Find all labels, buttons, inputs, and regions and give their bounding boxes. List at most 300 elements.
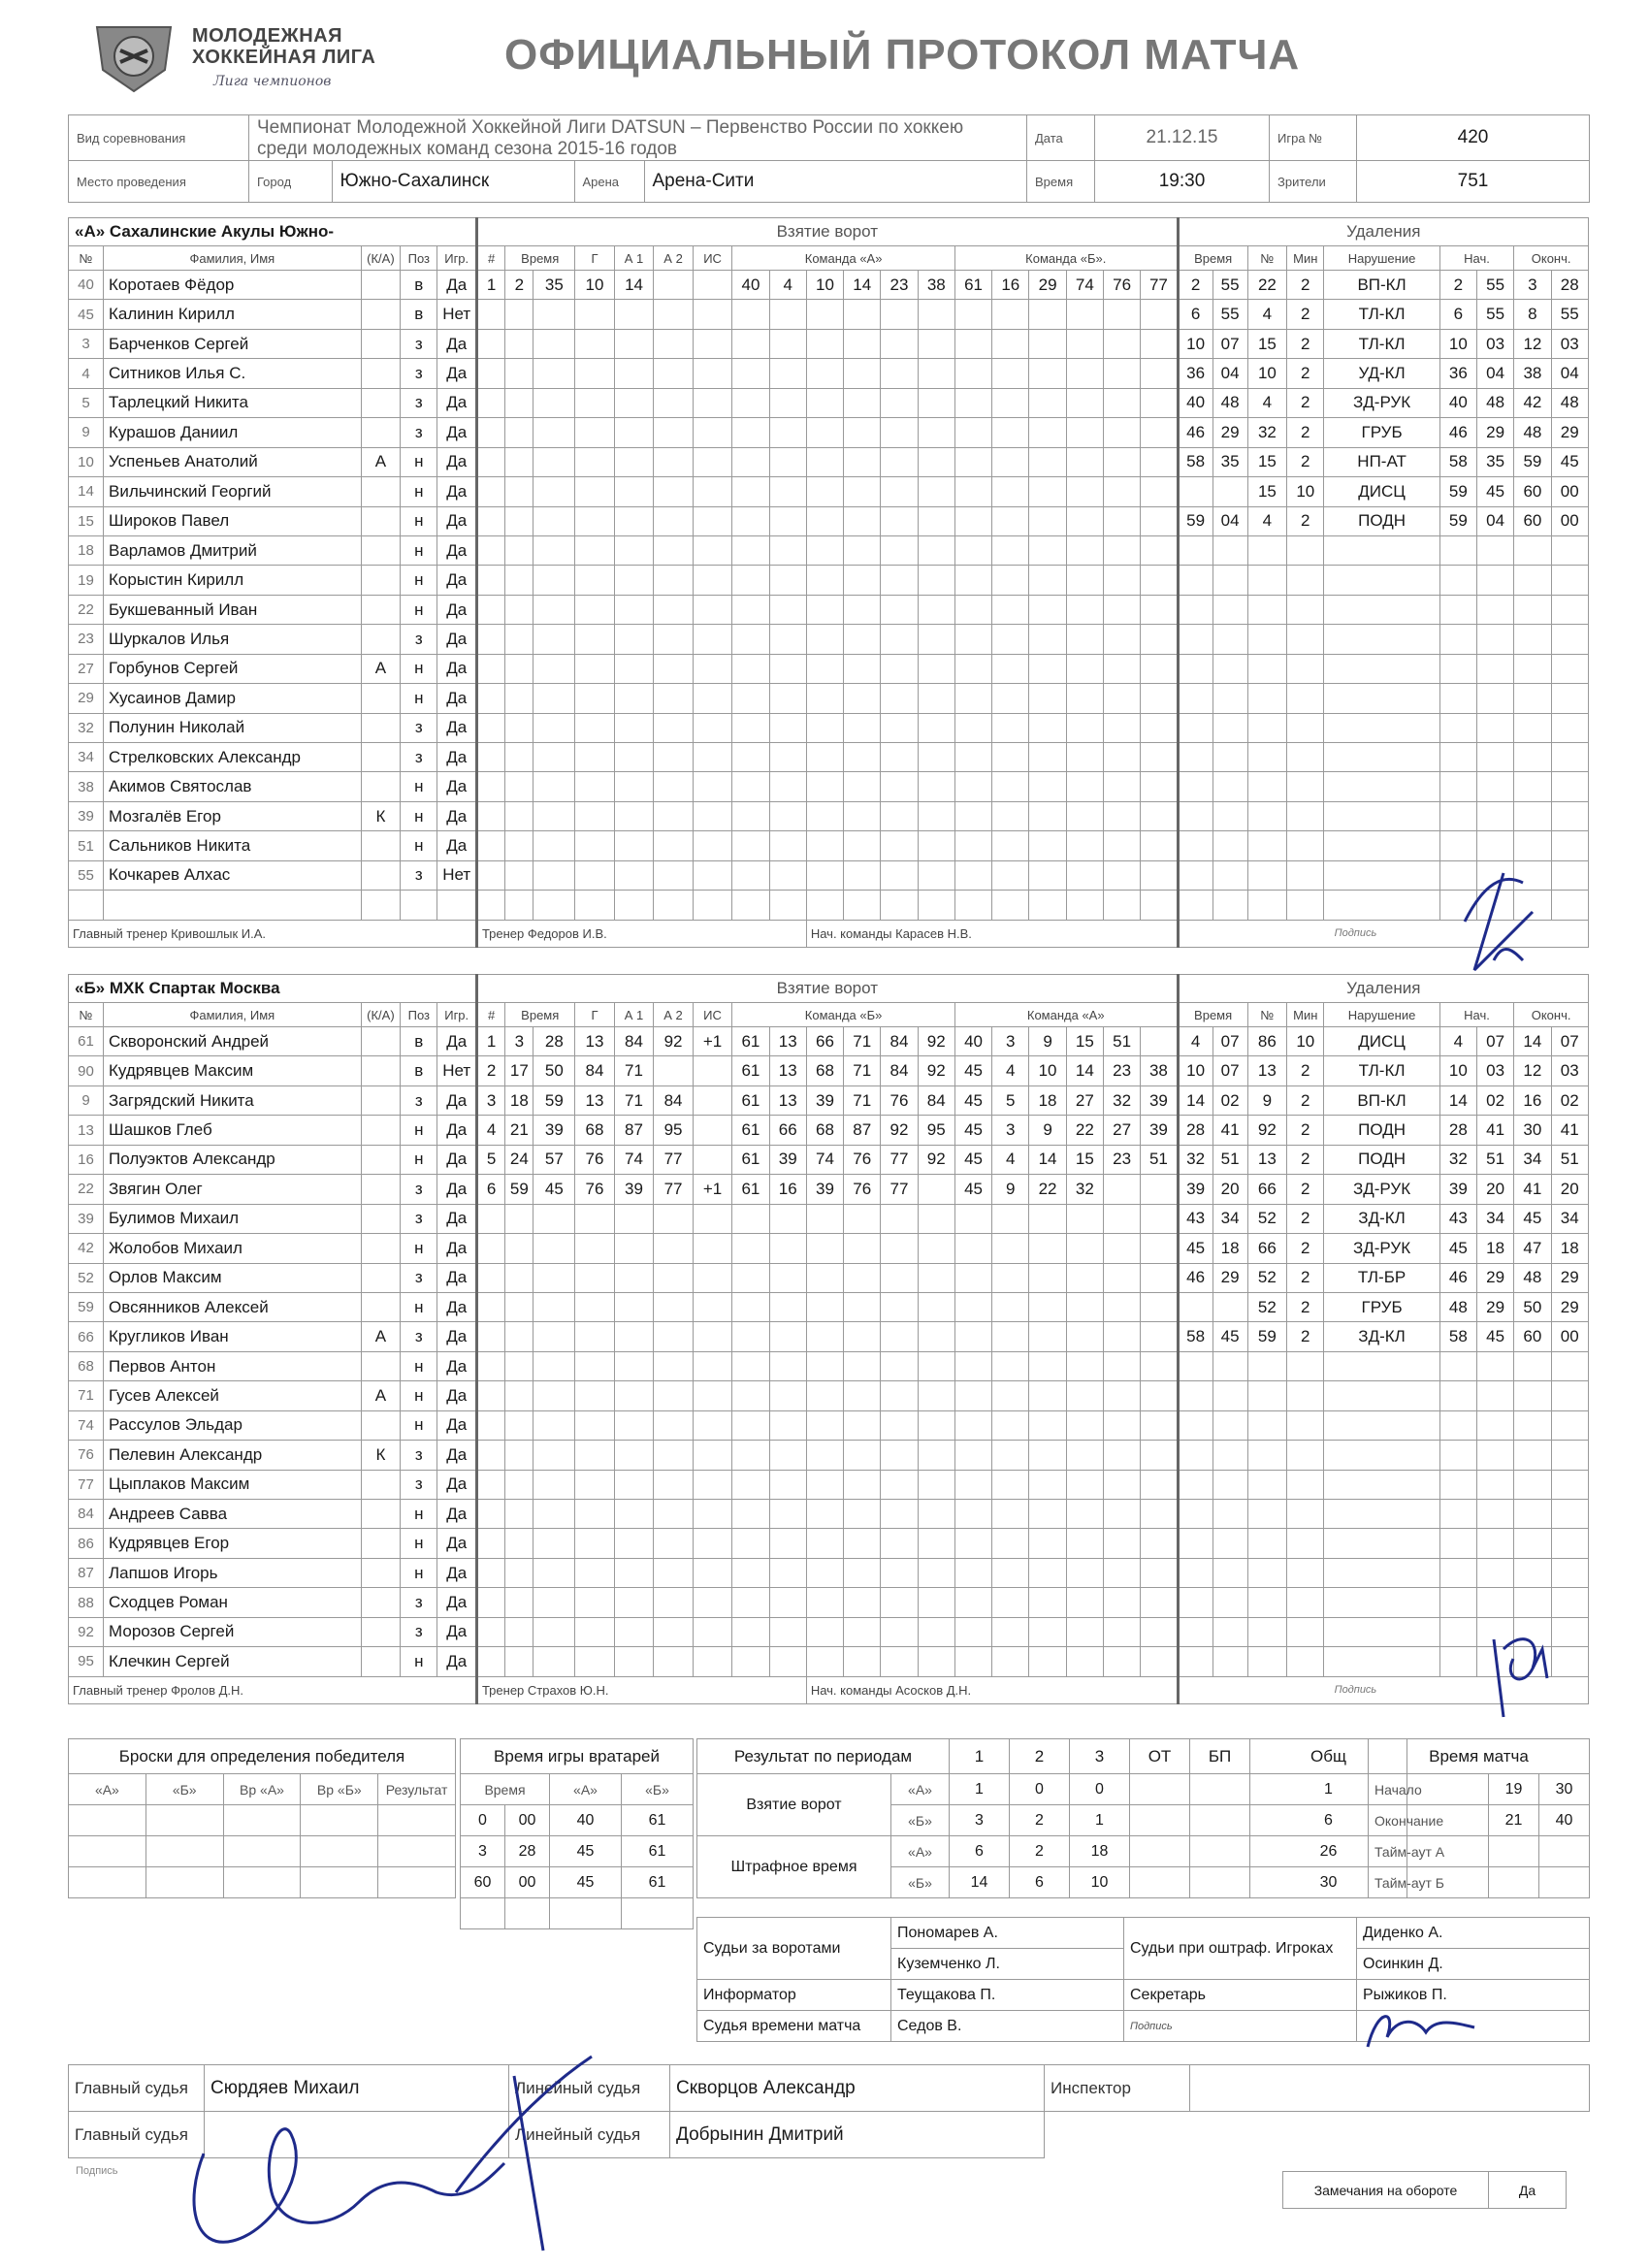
penalty-cell	[1514, 1500, 1551, 1529]
time-label: Время	[1027, 161, 1095, 203]
goal-scorer: 84	[575, 1056, 615, 1085]
goal-onice-opp: 45	[954, 1175, 991, 1204]
goal-cell	[476, 713, 504, 742]
arena-label: Арена	[574, 161, 644, 202]
penalty-cell	[1551, 1441, 1589, 1470]
goal-cell	[476, 625, 504, 654]
penalty-cell	[1439, 1558, 1476, 1587]
penalty-cell	[1287, 772, 1324, 801]
penalty-cell	[1439, 831, 1476, 860]
goal-cell	[769, 1617, 806, 1646]
penalty-start-sec: 03	[1477, 329, 1514, 358]
player-number: 74	[69, 1410, 104, 1440]
penalty-cell	[1324, 1529, 1439, 1558]
goal-cell	[954, 801, 991, 830]
goal-cell	[844, 1470, 881, 1499]
goal-cell	[534, 1410, 575, 1440]
goalie-team-b: 61	[622, 1867, 694, 1898]
goal-number: 6	[476, 1175, 504, 1204]
goal-onice-opp	[1141, 1175, 1178, 1204]
goals-a-total: 1	[1250, 1774, 1407, 1805]
penalty-cell	[1514, 1410, 1551, 1440]
goal-cell	[769, 535, 806, 565]
linesman-label: Линейный судья	[509, 2065, 670, 2112]
goal-cell	[1066, 359, 1103, 388]
player-position: з	[401, 329, 437, 358]
penalty-cell	[1551, 831, 1588, 860]
player-position: н	[401, 595, 437, 624]
penalty-start-sec: 18	[1476, 1234, 1513, 1263]
goal-cell	[505, 1500, 534, 1529]
player-name: Скворонский Андрей	[104, 1027, 362, 1056]
period-ot-label: ОТ	[1130, 1739, 1190, 1774]
goal-cell	[918, 1322, 954, 1351]
penalty-cell	[1476, 1441, 1513, 1470]
goal-cell	[693, 713, 732, 742]
penalty-cell	[1551, 566, 1588, 595]
goal-cell	[918, 713, 954, 742]
goal-cell	[732, 595, 769, 624]
goal-assist-2: 77	[654, 1145, 694, 1174]
goal-cell	[1141, 1588, 1178, 1617]
goal-cell	[881, 1588, 918, 1617]
penalty-end-min: 8	[1514, 300, 1551, 329]
penalty-minute	[1178, 1292, 1212, 1321]
goal-cell	[806, 713, 843, 742]
goal-cell	[732, 506, 769, 535]
goal-cell	[918, 566, 954, 595]
goal-cell	[476, 1381, 504, 1410]
goalie-change-second: 00	[505, 1805, 550, 1836]
goal-cell	[534, 831, 575, 860]
goalie-col-a: «А»	[550, 1774, 622, 1805]
penalty-start-min: 39	[1439, 1175, 1476, 1204]
penalty-violation: ВП-КЛ	[1324, 1085, 1439, 1115]
penalty-end-sec: 04	[1551, 359, 1588, 388]
player-name: Мозгалёв Егор	[104, 801, 362, 830]
player-name: Варламов Дмитрий	[104, 535, 362, 565]
goal-onice-own: 95	[918, 1116, 954, 1145]
goal-cell	[992, 388, 1029, 417]
player-position: в	[401, 300, 437, 329]
penalty-start-min: 43	[1439, 1204, 1476, 1233]
goal-cell	[881, 1410, 918, 1440]
player-name: Тарлецкий Никита	[104, 388, 362, 417]
goal-cell	[476, 860, 504, 890]
goal-cell	[806, 743, 843, 772]
penalty-end-min: 60	[1514, 1322, 1551, 1351]
player-name: Хусаинов Дамир	[104, 684, 362, 713]
goal-cell	[505, 743, 534, 772]
penalty-cell	[1439, 891, 1476, 920]
goal-cell	[1066, 1588, 1103, 1617]
goal-cell	[844, 447, 881, 476]
goalie-cell	[505, 1898, 550, 1929]
player-name: Ситников Илья С.	[104, 359, 362, 388]
goal-cell	[1141, 535, 1178, 565]
goal-cell	[476, 477, 504, 506]
goal-cell	[806, 447, 843, 476]
goal-cell	[1029, 1204, 1066, 1233]
team-a-penalties-title: Удаления	[1178, 218, 1588, 246]
player-played: Да	[437, 1234, 477, 1263]
team-b-col-onice-opp: Команда «А»	[954, 1003, 1178, 1027]
penalty-minutes: 10	[1287, 477, 1324, 506]
goal-cell	[1141, 300, 1178, 329]
penalty-cell	[1514, 535, 1551, 565]
penalty-end-sec: 03	[1551, 1056, 1589, 1085]
goal-minute: 59	[505, 1175, 534, 1204]
penalty-start-sec: 02	[1476, 1085, 1513, 1115]
goal-scorer: 13	[575, 1027, 615, 1056]
team-b-col-pen-min: Мин	[1287, 1003, 1324, 1027]
penalty-cell	[1551, 1410, 1589, 1440]
pen-b-total: 30	[1250, 1867, 1407, 1898]
goal-cell	[614, 831, 654, 860]
team-b-col-ka: (К/А)	[361, 1003, 401, 1027]
penalty-second: 07	[1212, 1056, 1247, 1085]
goal-cell	[806, 831, 843, 860]
player-position: в	[401, 1027, 437, 1056]
penalty-minute: 36	[1178, 359, 1212, 388]
goal-cell	[881, 1441, 918, 1470]
player-number: 95	[69, 1647, 104, 1676]
goal-onice-own: 39	[806, 1085, 843, 1115]
goal-cell	[918, 1204, 954, 1233]
penalty-violation: ГРУБ	[1324, 418, 1439, 447]
goal-cell	[954, 535, 991, 565]
league-logo-icon	[87, 21, 180, 95]
goal-cell	[954, 1204, 991, 1233]
penalty-cell	[1287, 684, 1324, 713]
goalie-team-a: 45	[550, 1867, 622, 1898]
penalty-player: 32	[1247, 418, 1287, 447]
goal-onice-own: 61	[732, 1056, 769, 1085]
goal-onice-own: 77	[881, 1175, 918, 1204]
goal-cell	[1066, 535, 1103, 565]
team-b-col-a1: А 1	[614, 1003, 654, 1027]
player-played: Да	[437, 418, 477, 447]
penalty-cell	[1247, 684, 1287, 713]
player-number: 5	[69, 388, 104, 417]
penalty-cell	[1514, 654, 1551, 683]
goal-cell	[505, 447, 534, 476]
goal-onice-own: 68	[806, 1116, 843, 1145]
penalty-minutes: 2	[1287, 359, 1324, 388]
player-name: Загрядский Никита	[104, 1085, 362, 1115]
penalty-cell	[1287, 1351, 1324, 1380]
shootout-cell	[301, 1867, 378, 1898]
player-position: н	[401, 801, 437, 830]
penalty-cell	[1212, 1410, 1247, 1440]
goal-cell	[806, 359, 843, 388]
goal-cell	[954, 359, 991, 388]
penalty-start-min: 48	[1439, 1292, 1476, 1321]
goal-second: 39	[534, 1116, 575, 1145]
goal-cell	[844, 1263, 881, 1292]
penalty-cell	[1477, 801, 1514, 830]
goal-assist-1: 71	[614, 1056, 654, 1085]
penalty-end-sec: 29	[1551, 1263, 1589, 1292]
penalty-cell	[1439, 654, 1476, 683]
competition-value: Чемпионат Молодежной Хоккейной Лиги DATSUN – Первенство России по хоккею среди молодежных команд сезона 2015-16 годов	[249, 115, 1027, 161]
goal-cell	[534, 625, 575, 654]
player-played: Да	[437, 1529, 477, 1558]
team-a-col-goal-no: #	[476, 246, 504, 271]
player-number: 34	[69, 743, 104, 772]
goal-cell	[693, 447, 732, 476]
penalty-cell	[1324, 860, 1439, 890]
goal-second: 57	[534, 1145, 575, 1174]
player-name: Корыстин Кирилл	[104, 566, 362, 595]
shootout-cell	[146, 1805, 223, 1836]
player-number: 45	[69, 300, 104, 329]
goal-cell	[1141, 1617, 1178, 1646]
player-name: Орлов Максим	[104, 1263, 362, 1292]
goal-cell	[1103, 535, 1140, 565]
goal-cell	[505, 595, 534, 624]
player-played: Да	[437, 1116, 477, 1145]
player-role	[361, 1529, 401, 1558]
goal-cell	[614, 1500, 654, 1529]
goal-cell	[954, 684, 991, 713]
timeout-b-cell	[1539, 1867, 1590, 1898]
penalty-minutes: 2	[1287, 1175, 1324, 1204]
penalty-end-sec: 34	[1551, 1204, 1589, 1233]
goal-cell	[806, 1588, 843, 1617]
player-position: з	[401, 1588, 437, 1617]
goal-cell	[654, 1292, 694, 1321]
penalty-cell	[1287, 595, 1324, 624]
goal-cell	[654, 1588, 694, 1617]
goal-cell	[614, 684, 654, 713]
goal-onice-own: 66	[769, 1116, 806, 1145]
player-played: Да	[437, 831, 477, 860]
penalty-player: 22	[1247, 271, 1287, 300]
penalty-cell	[1212, 1351, 1247, 1380]
penalty-violation: ГРУБ	[1324, 1292, 1439, 1321]
goal-cell	[954, 1351, 991, 1380]
penalty-cell	[1324, 625, 1439, 654]
penalty-cell	[1439, 1441, 1476, 1470]
player-number: 3	[69, 329, 104, 358]
penalty-cell	[1287, 1588, 1324, 1617]
shootout-title: Броски для определения победителя	[69, 1739, 456, 1774]
goal-cell	[918, 1617, 954, 1646]
player-role	[361, 860, 401, 890]
penalty-cell	[1212, 860, 1247, 890]
penalty-cell	[1247, 891, 1287, 920]
player-position: н	[401, 1647, 437, 1676]
penalty-cell	[1477, 654, 1514, 683]
team-b-col-pos: Поз	[401, 1003, 437, 1027]
linesman-label: Линейный судья	[509, 2112, 670, 2158]
goal-cell	[654, 447, 694, 476]
goal-cell	[844, 418, 881, 447]
goalie-change-minute: 60	[461, 1867, 505, 1898]
goal-cell	[534, 1588, 575, 1617]
penalty-cell	[1287, 801, 1324, 830]
goal-onice-own: 92	[918, 1145, 954, 1174]
team-a-col-ka: (К/А)	[361, 246, 401, 271]
penalty-cell	[1551, 860, 1588, 890]
penalty-violation: ПОДН	[1324, 1116, 1439, 1145]
goal-cell	[614, 595, 654, 624]
goals-b-ot	[1130, 1805, 1190, 1836]
goal-cell	[614, 535, 654, 565]
team-b-col-no: №	[69, 1003, 104, 1027]
goal-cell	[992, 1558, 1029, 1587]
penalty-cell	[1212, 1558, 1247, 1587]
goal-cell	[1066, 1470, 1103, 1499]
player-role	[361, 1470, 401, 1499]
goal-onice-opp: 38	[1141, 1056, 1178, 1085]
goal-cell	[476, 831, 504, 860]
goal-cell	[1029, 1558, 1066, 1587]
penalty-start-min: 58	[1439, 447, 1476, 476]
goals-team-b-label: «Б»	[891, 1805, 950, 1836]
goal-cell	[575, 1647, 615, 1676]
player-position: н	[401, 1529, 437, 1558]
penalty-cell	[1551, 1500, 1589, 1529]
penalty-end-min: 48	[1514, 418, 1551, 447]
penalty-minutes: 10	[1287, 1027, 1324, 1056]
goal-onice-own: 13	[769, 1085, 806, 1115]
goal-cell	[1029, 535, 1066, 565]
goal-cell	[954, 506, 991, 535]
goal-cell	[654, 329, 694, 358]
goal-cell	[806, 329, 843, 358]
penalty-cell	[1178, 891, 1212, 920]
goal-cell	[505, 1470, 534, 1499]
player-position: н	[401, 772, 437, 801]
goal-cell	[534, 477, 575, 506]
penalty-minute: 39	[1178, 1175, 1212, 1204]
goal-cell	[1029, 300, 1066, 329]
inspector-label: Инспектор	[1045, 2065, 1190, 2112]
goal-cell	[806, 418, 843, 447]
referees-empty	[1045, 2112, 1190, 2158]
goal-cell	[844, 1558, 881, 1587]
penalty-end-min: 60	[1514, 506, 1551, 535]
referees-sign-label: Подпись	[76, 2165, 118, 2177]
penalty-cell	[1514, 860, 1551, 890]
penalty-minutes: 2	[1287, 271, 1324, 300]
goal-cell	[693, 1617, 732, 1646]
player-position: з	[401, 625, 437, 654]
goal-cell	[1029, 329, 1066, 358]
goal-scorer: 76	[575, 1145, 615, 1174]
player-position: з	[401, 1204, 437, 1233]
goal-cell	[1029, 1588, 1066, 1617]
player-played: Да	[437, 1204, 477, 1233]
penalty-cell	[1551, 535, 1588, 565]
player-played: Да	[437, 1410, 477, 1440]
goal-strength	[693, 1116, 732, 1145]
goal-scorer: 76	[575, 1175, 615, 1204]
goal-strength	[693, 1145, 732, 1174]
player-position: н	[401, 535, 437, 565]
penalty-cell	[1324, 654, 1439, 683]
goal-onice-opp: 77	[1141, 271, 1178, 300]
goals-a-p2: 0	[1010, 1774, 1070, 1805]
penalty-end-min: 45	[1514, 1204, 1551, 1233]
player-played: Да	[437, 654, 477, 683]
penalty-minute: 58	[1178, 1322, 1212, 1351]
goal-onice-own: 68	[806, 1056, 843, 1085]
penalty-cell	[1551, 1470, 1589, 1499]
goal-cell	[769, 684, 806, 713]
goal-cell	[918, 300, 954, 329]
player-number: 39	[69, 801, 104, 830]
penalty-violation: ДИСЦ	[1324, 477, 1439, 506]
player-position: н	[401, 477, 437, 506]
goal-onice-opp: 10	[1029, 1056, 1066, 1085]
goal-cell	[1066, 860, 1103, 890]
goal-scorer: 68	[575, 1116, 615, 1145]
player-role	[361, 535, 401, 565]
penalty-violation: ТЛ-КЛ	[1324, 300, 1439, 329]
goal-cell	[1066, 891, 1103, 920]
goal-cell	[992, 1204, 1029, 1233]
goal-cell	[992, 743, 1029, 772]
match-end-minutes: 40	[1539, 1805, 1590, 1836]
goal-cell	[1029, 1234, 1066, 1263]
goal-cell	[1103, 1647, 1140, 1676]
goal-cell	[1103, 329, 1140, 358]
player-number: 52	[69, 1263, 104, 1292]
player-role	[361, 1234, 401, 1263]
goal-cell	[918, 1410, 954, 1440]
goal-cell	[505, 1647, 534, 1676]
goal-scorer: 10	[575, 271, 615, 300]
penalty-cell	[1178, 1617, 1212, 1646]
goal-cell	[769, 801, 806, 830]
goal-onice-opp: 9	[1029, 1116, 1066, 1145]
goal-cell	[992, 625, 1029, 654]
goal-cell	[806, 1617, 843, 1646]
goalie-change-minute: 3	[461, 1836, 505, 1867]
goal-onice-opp: 15	[1066, 1145, 1103, 1174]
penalty-cell	[1476, 1588, 1513, 1617]
goal-cell	[1029, 860, 1066, 890]
goal-cell	[534, 1234, 575, 1263]
goal-cell	[1066, 713, 1103, 742]
goal-cell	[1103, 1529, 1140, 1558]
penalty-start-min: 2	[1439, 271, 1476, 300]
penalty-cell	[1178, 654, 1212, 683]
player-played: Да	[437, 1351, 477, 1380]
player-played: Да	[437, 359, 477, 388]
player-number: 14	[69, 477, 104, 506]
player-played: Да	[437, 1175, 477, 1204]
goal-cell	[693, 300, 732, 329]
player-name: Овсянников Алексей	[104, 1292, 362, 1321]
goal-cell	[654, 1234, 694, 1263]
player-role	[361, 300, 401, 329]
goal-cell	[1066, 1647, 1103, 1676]
penalty-minutes: 2	[1287, 447, 1324, 476]
penalty-cell	[1247, 743, 1287, 772]
penalty-end-min: 42	[1514, 388, 1551, 417]
goal-cell	[954, 1617, 991, 1646]
player-played	[437, 891, 477, 920]
goal-onice-opp	[1141, 1027, 1178, 1056]
goal-cell	[1141, 506, 1178, 535]
goal-cell	[769, 625, 806, 654]
penalty-cell	[1324, 1470, 1439, 1499]
goal-onice-opp: 4	[992, 1145, 1029, 1174]
